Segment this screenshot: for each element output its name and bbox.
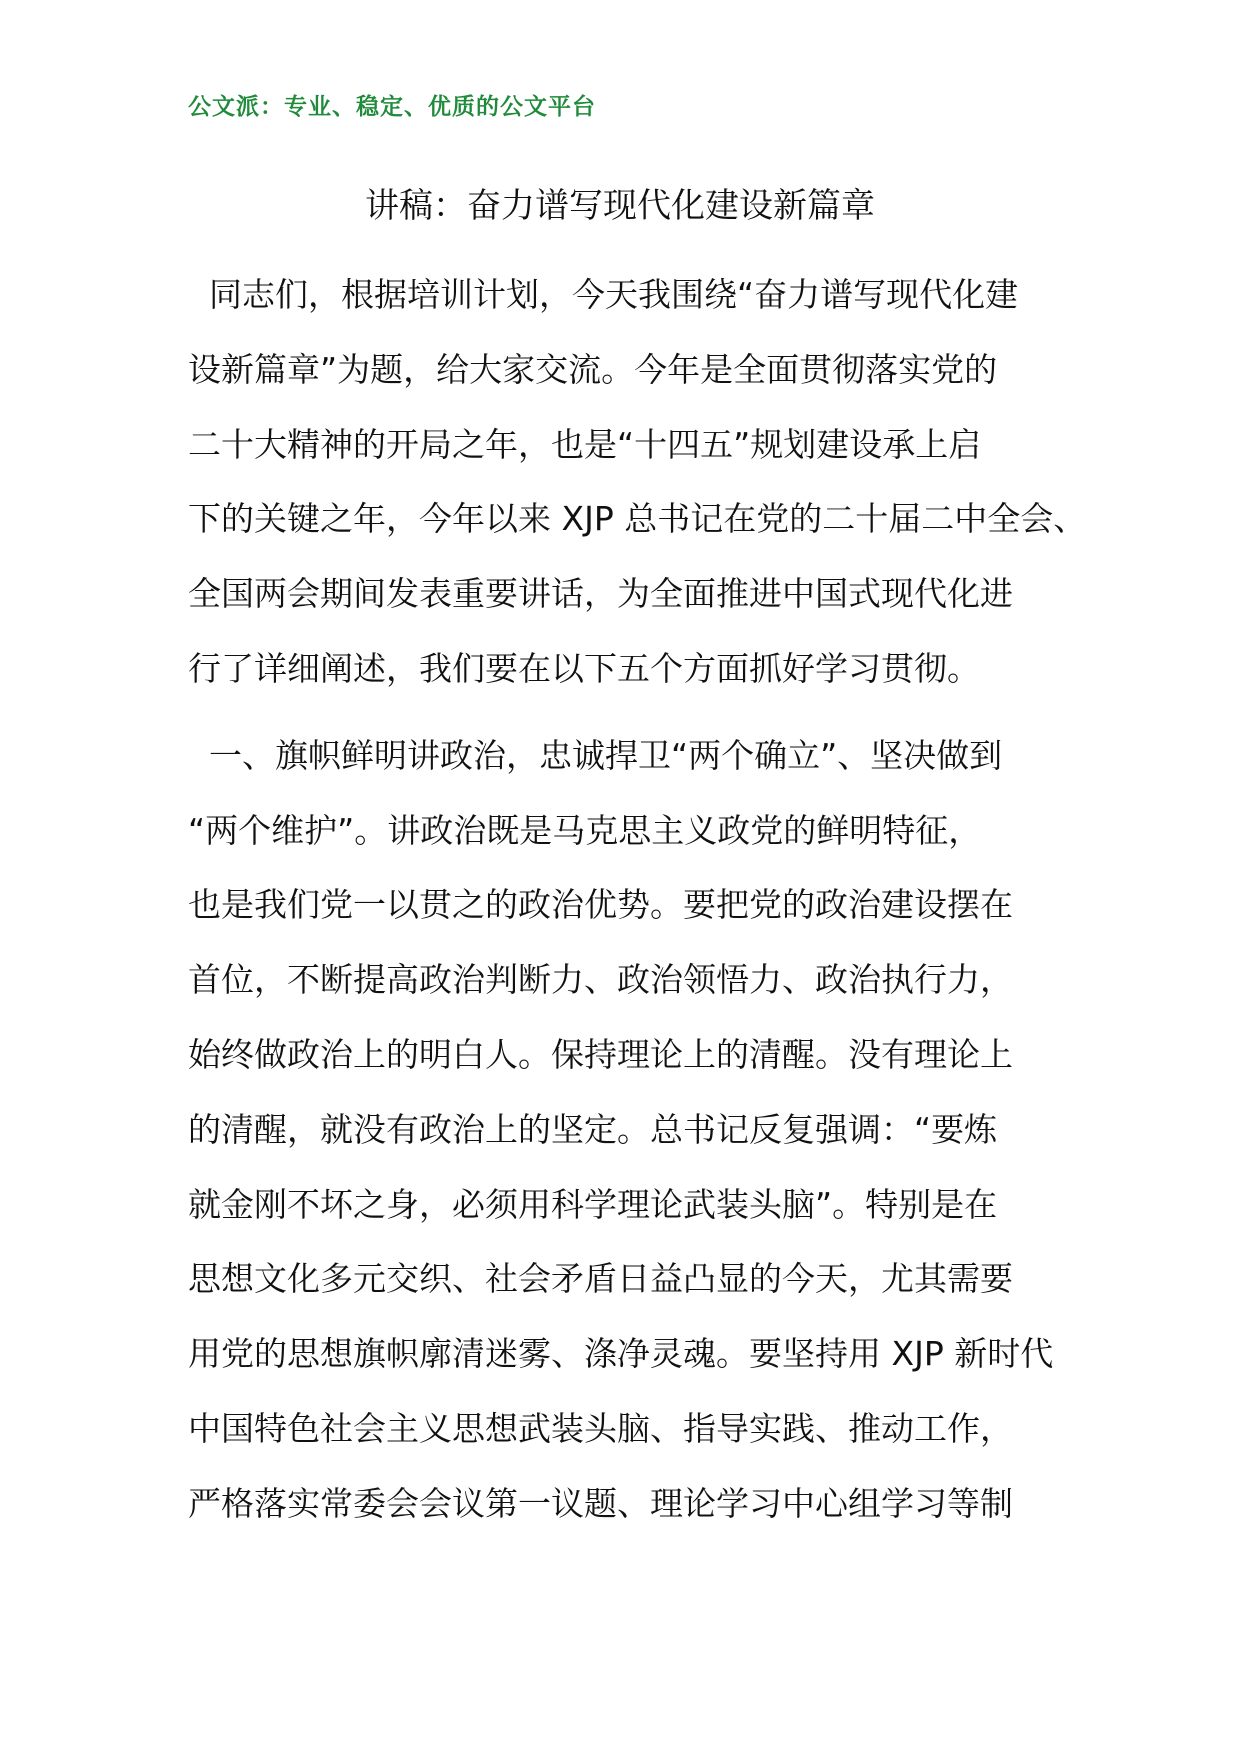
text-line: 同志们，根据培训计划，今天我围绕“奋力谱写现代化建 [188,275,1019,314]
text-line: 行了详细阐述，我们要在以下五个方面抓好学习贯彻。 [188,648,980,688]
text-line: 下的关键之年，今年以来 XJP 总书记在党的二十届二中全会、 [188,499,1087,539]
document-body [188,258,1087,1542]
text-line: 的清醒，就没有政治上的坚定。总书记反复强调：“要炼 [188,1109,998,1149]
text-line: 设新篇章”为题，给大家交流。今年是全面贯彻落实党的 [188,349,998,389]
text-line: 首位，不断提高政治判断力、政治领悟力、政治执行力， [188,960,1013,1000]
paragraph-intro [188,258,1087,707]
text-line: 一、旗帜鲜明讲政治，忠诚捍卫“两个确立”、坚决做到 [188,735,1003,775]
paragraph-gap [188,707,1068,719]
text-line: 用党的思想旗帜廓清迷雾、涤净灵魂。要坚持用 XJP 新时代 [188,1334,1054,1374]
text-line: 二十大精神的开局之年，也是“十四五”规划建设承上启 [188,424,982,464]
text-line: “两个维护”。讲政治既是马克思主义政党的鲜明特征， [188,810,982,850]
text-line: 也是我们党一以贯之的政治优势。要把党的政治建设摆在 [188,885,1013,925]
text-line: 就金刚不坏之身，必须用科学理论武装头脑”。特别是在 [188,1184,998,1224]
header-brand: 公文派：专业、稳定、优质的公文平台 [188,94,596,120]
text-line: 全国两会期间发表重要讲话，为全面推进中国式现代化进 [188,574,1013,614]
paragraph-section-one [188,719,1068,1542]
text-line: 严格落实常委会会议第一议题、理论学习中心组学习等制 [188,1483,1013,1523]
text-line: 中国特色社会主义思想武装头脑、指导实践、推动工作， [188,1408,1013,1448]
document-title: 讲稿：奋力谱写现代化建设新篇章 [365,186,875,226]
text-line: 思想文化多元交织、社会矛盾日益凸显的今天，尤其需要 [188,1259,1013,1299]
text-line: 始终做政治上的明白人。保持理论上的清醒。没有理论上 [188,1034,1013,1074]
